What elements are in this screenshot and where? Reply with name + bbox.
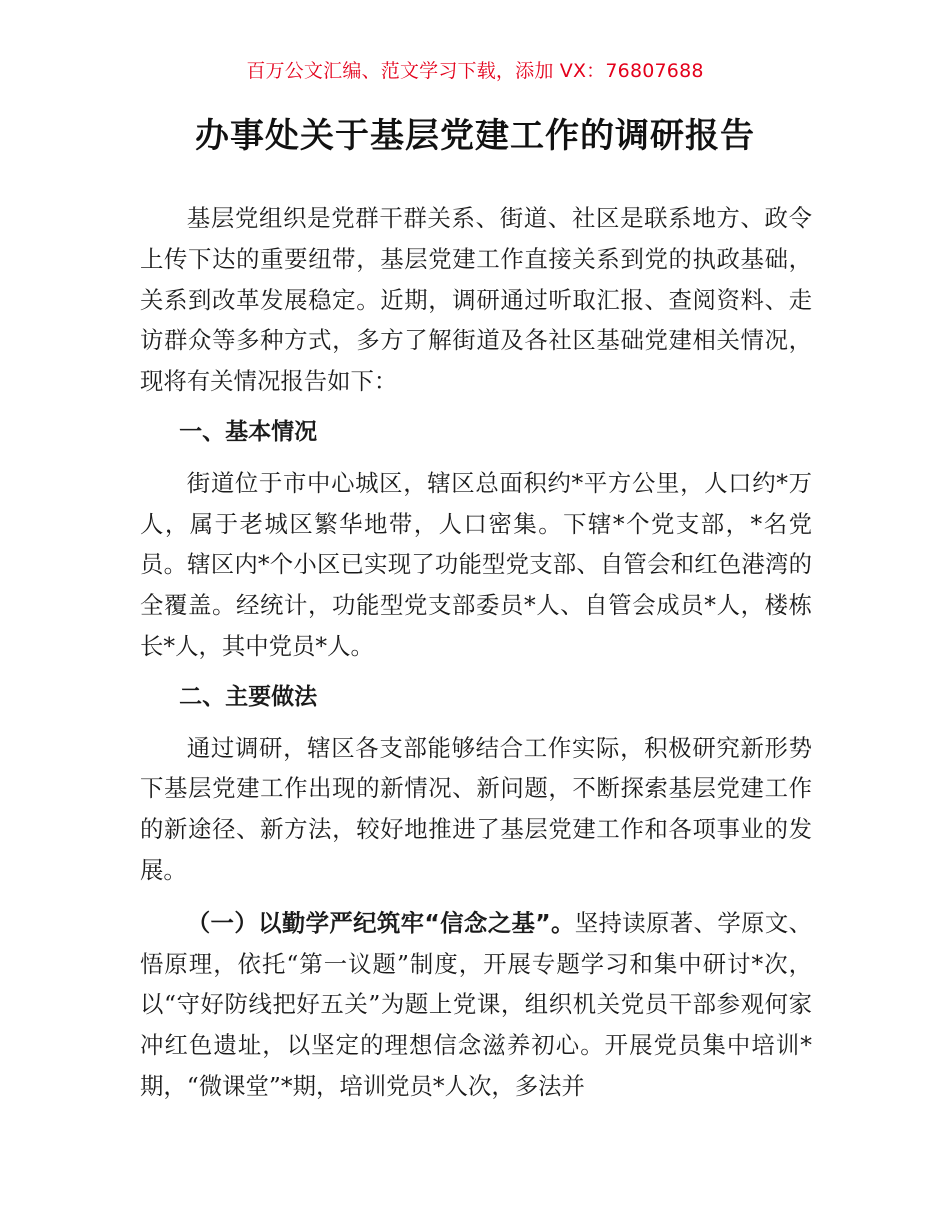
section-heading-basic-situation: 一、基本情况 [179, 418, 318, 445]
item-one-lead: （一）以勤学严纪筑牢“信念之基”。 [186, 908, 575, 937]
item-one-text: 坚持读原著、学原文、悟原理，依托“第一议题”制度，开展专题学习和集中研讨*次，以“守好防线把好五关”为题上党课，组织机关党员干部参观何家冲红色遗址，以坚定的理想信念滋养初心。开展党员集中培训*期，“微课堂”*期，培训党员*人次，多法并 [140, 908, 813, 1100]
section-heading-main-practices: 二、主要做法 [179, 683, 318, 710]
item-one-paragraph [140, 903, 812, 1107]
intro-paragraph: 基层党组织是党群干群关系、街道、社区是联系地方、政令上传下达的重要纽带，基层党建工作直接关系到党的执政基础，关系到改革发展稳定。近期，调研通过听取汇报、查阅资料、走访群众等多种方式，多方了解街道及各社区基础党建相关情况，现将有关情况报告如下： [140, 204, 812, 396]
page-title: 办事处关于基层党建工作的调研报告 [195, 116, 755, 156]
basic-situation-paragraph: 街道位于市中心城区，辖区总面积约*平方公里，人口约*万人，属于老城区繁华地带，人口密集。下辖*个党支部，*名党员。辖区内*个小区已实现了功能型党支部、自管会和红色港湾的全覆盖。经统计，功能型党支部委员*人、自管会成员*人，楼栋长*人，其中党员*人。 [140, 468, 812, 660]
main-practices-paragraph: 通过调研，辖区各支部能够结合工作实际，积极研究新形势下基层党建工作出现的新情况、新问题，不断探索基层党建工作的新途径、新方法，较好地推进了基层党建工作和各项事业的发展。 [140, 733, 812, 884]
watermark-banner: 百万公文汇编、范文学习下载，添加 VX：76807688 [246, 60, 704, 82]
document-body [140, 198, 812, 1107]
